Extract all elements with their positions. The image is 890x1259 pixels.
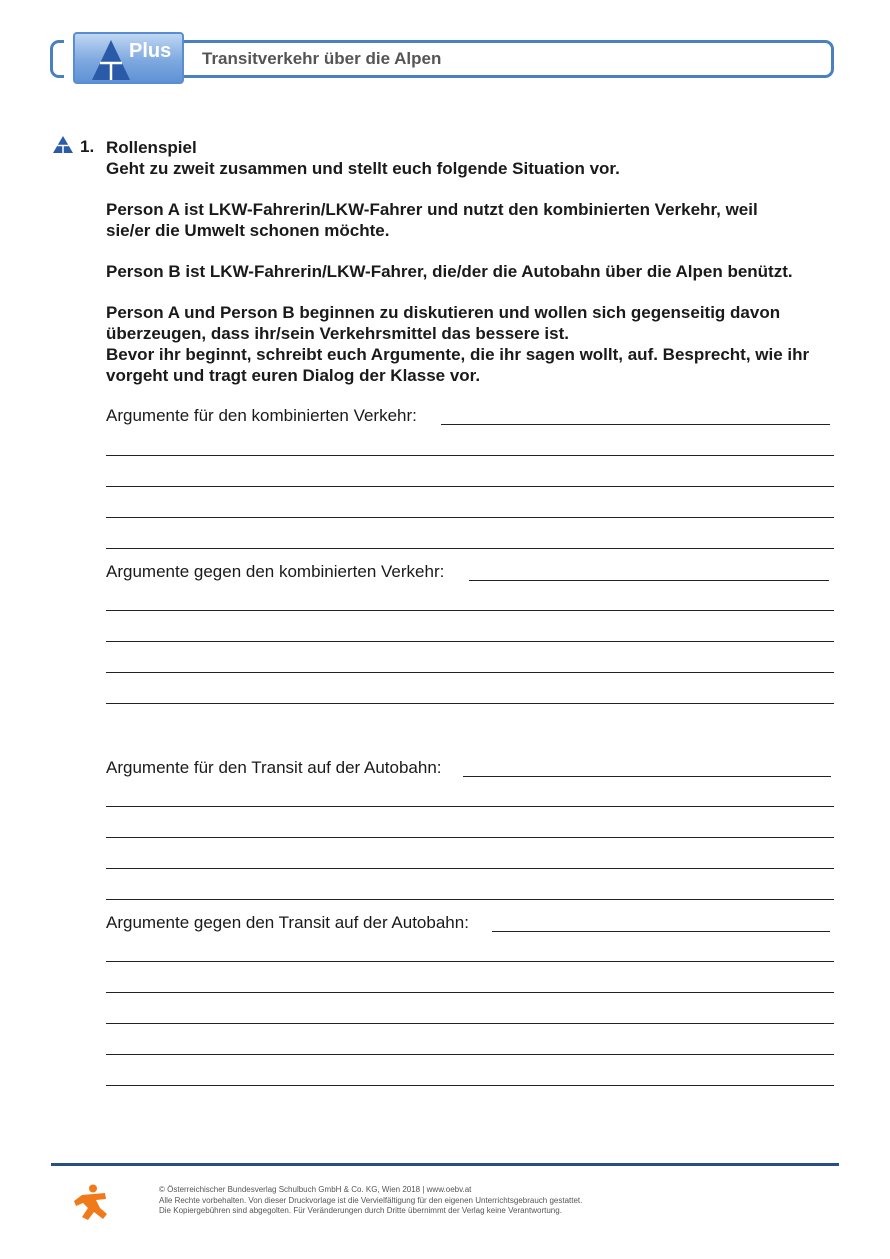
triangle-logo-icon <box>91 39 131 81</box>
publisher-logo-icon <box>72 1184 110 1222</box>
page-title: Transitverkehr über die Alpen <box>202 49 442 68</box>
writing-line[interactable] <box>106 703 834 704</box>
footer-line: Alle Rechte vorbehalten. Von dieser Druckvorlage ist die Vervielfältigung für den eigenen Unterrichtsgebrauch gestattet. <box>159 1195 583 1205</box>
writing-line[interactable] <box>469 580 829 581</box>
writing-line[interactable] <box>106 961 834 962</box>
task-heading: Rollenspiel <box>106 138 197 157</box>
writing-line[interactable] <box>106 837 834 838</box>
writing-line[interactable] <box>106 641 834 642</box>
discussion-text: Person A und Person B beginnen zu diskutieren und wollen sich gegenseitig davon überzeugen, dass ihr/sein Verkehrsmittel das bessere ist. <box>106 303 781 343</box>
writing-line[interactable] <box>492 931 830 932</box>
writing-line[interactable] <box>106 899 834 900</box>
section-label-transit-pro: Argumente für den Transit auf der Autobahn: <box>106 758 442 777</box>
instructions-text: Bevor ihr beginnt, schreibt euch Argumente, die ihr sagen wollt, auf. Besprecht, wie ihr vorgeht und tragt euren Dialog der Klasse vor. <box>106 345 810 385</box>
writing-line[interactable] <box>106 806 834 807</box>
writing-line[interactable] <box>106 548 834 549</box>
task-intro: Geht zu zweit zusammen und stellt euch folgende Situation vor. <box>106 159 620 178</box>
writing-line[interactable] <box>106 455 834 456</box>
writing-line[interactable] <box>106 1023 834 1024</box>
writing-line[interactable] <box>106 992 834 993</box>
plus-logo <box>73 32 184 84</box>
person-b-text: Person B ist LKW-Fahrerin/LKW-Fahrer, die/der die Autobahn über die Alpen benützt. <box>106 262 793 281</box>
section-label-kombi-contra: Argumente gegen den kombinierten Verkehr: <box>106 562 445 581</box>
writing-line[interactable] <box>106 517 834 518</box>
writing-line[interactable] <box>106 486 834 487</box>
footer-copyright <box>159 1185 582 1217</box>
writing-line[interactable] <box>106 868 834 869</box>
section-label-kombi-pro: Argumente für den kombinierten Verkehr: <box>106 406 417 425</box>
logo-label: Plus <box>129 40 172 62</box>
footer-line: © Österreichischer Bundesverlag Schulbuch GmbH & Co. KG, Wien 2018 | www.oebv.at <box>159 1185 472 1194</box>
task-text <box>106 137 846 386</box>
writing-line[interactable] <box>106 1085 834 1086</box>
person-a-text: Person A ist LKW-Fahrerin/LKW-Fahrer und nutzt den kombinierten Verkehr, weil sie/er die Umwelt schonen möchte. <box>106 200 758 240</box>
section-label-transit-contra: Argumente gegen den Transit auf der Autobahn: <box>106 913 469 932</box>
writing-line[interactable] <box>441 424 830 425</box>
footer-rule <box>51 1163 839 1166</box>
writing-line[interactable] <box>463 776 831 777</box>
writing-line[interactable] <box>106 672 834 673</box>
writing-line[interactable] <box>106 1054 834 1055</box>
task-number: 1. <box>80 137 95 156</box>
writing-line[interactable] <box>106 610 834 611</box>
task-triangle-icon <box>53 136 73 153</box>
footer-line: Die Kopiergebühren sind abgegolten. Für Veränderungen durch Dritte übernimmt der Verlag keine Verantwortung. <box>159 1206 562 1215</box>
